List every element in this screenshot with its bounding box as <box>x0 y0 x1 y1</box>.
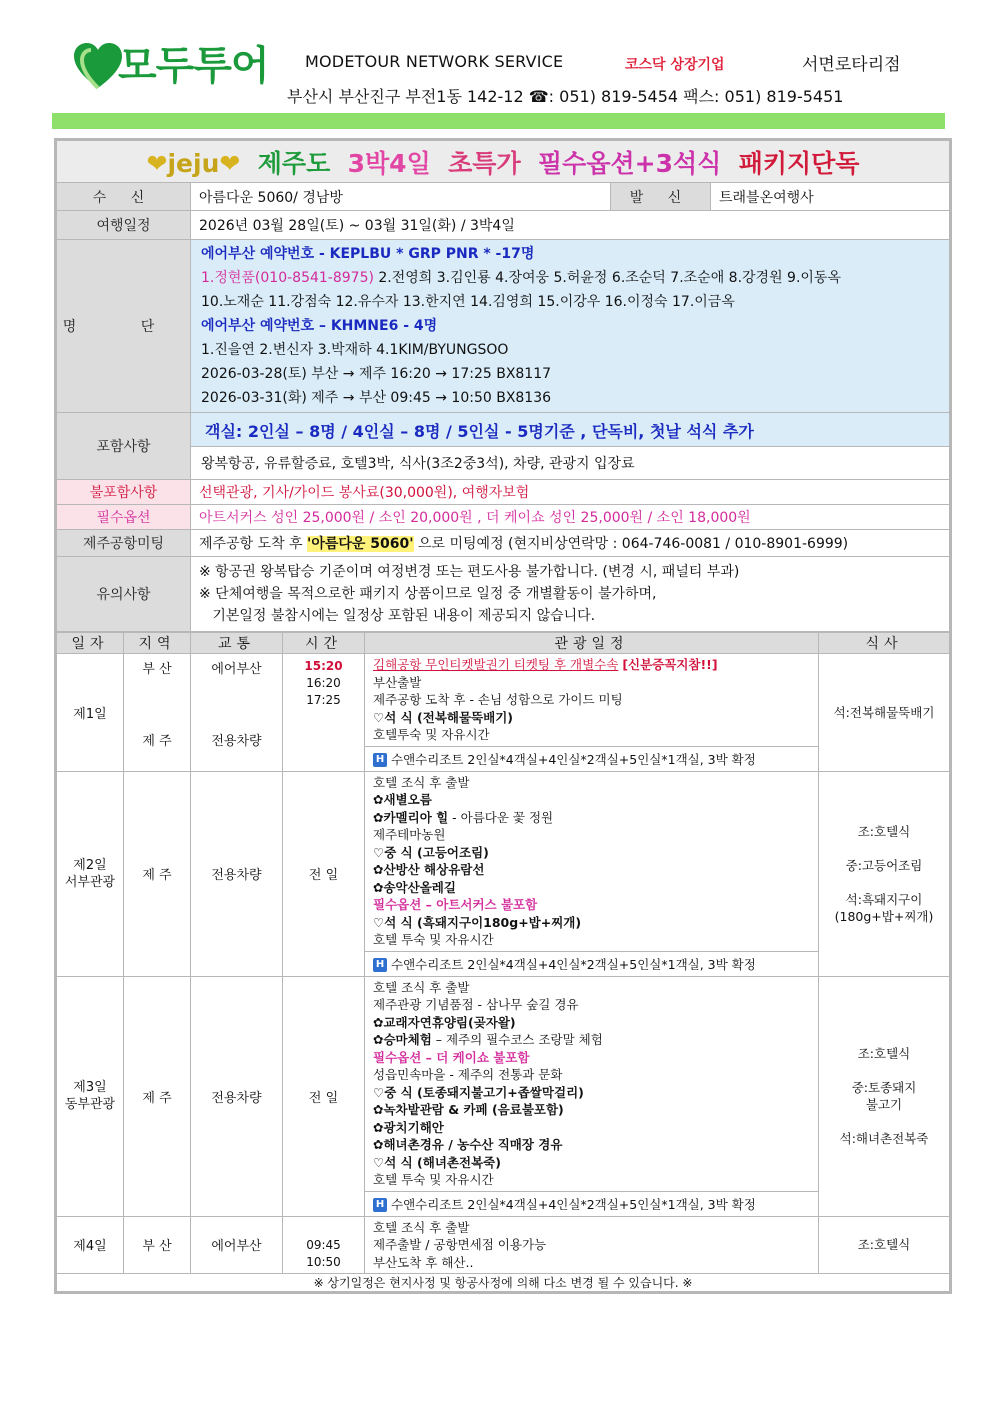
itinerary-line: ♡석 식 (전복해물뚝배기) <box>373 709 514 725</box>
col-transport: 교통 <box>191 633 283 654</box>
itinerary-line: ♡석 식 (해녀촌전복죽) <box>373 1154 501 1170</box>
reservation-2-header: 에어부산 예약번호 – KHMNE6 - 4명 <box>201 318 438 334</box>
region-text: 제 주 <box>142 734 172 749</box>
hotel-text: 수앤수리조트 2인실*4객실+4인실*2객실+5인실*1객실, 3박 확정 <box>391 1196 756 1212</box>
title-jejudo: 제주도 <box>257 148 331 178</box>
itinerary-line: 호텔 조식 후 출발 <box>373 1219 470 1235</box>
transport-text: 에어부산 <box>211 662 262 677</box>
included-row <box>57 413 950 480</box>
options-label: 필수옵션 <box>57 505 191 530</box>
itinerary-line: 제주테마농원 <box>373 827 446 842</box>
meal-text: 석:흑돼지구이 <box>845 891 923 907</box>
notes-row <box>57 557 950 632</box>
title-package: 패키지단독 <box>738 148 860 178</box>
meal-text: 중:토종돼지 <box>851 1080 917 1095</box>
roster-label: 명 단 <box>57 240 191 413</box>
itinerary-line: 호텔투숙 및 자유시간 <box>373 727 490 742</box>
itinerary-line: ✿카멜리아 힐 - 아름다운 꽃 정원 <box>373 809 554 825</box>
note-line: ※ 단체여행을 목적으로한 패키지 상품이므로 일정 중 개별활동이 불가하며, <box>199 586 657 602</box>
included-rooms: 객실: 2인실 – 8명 / 4인실 – 8명 / 5인실 - 5명기준 , 단독비, 첫날 석식 추가 <box>191 413 949 447</box>
itinerary-line: ✿새별오름 <box>373 792 432 807</box>
kosdaq-badge: 코스닥 상장기업 <box>625 57 725 73</box>
recipient-value: 아름다운 5060/ 경남방 <box>191 183 611 211</box>
itinerary-line: 호텔 투숙 및 자유시간 <box>373 1172 494 1187</box>
time-text: 16:20 <box>306 676 341 690</box>
itinerary-line: 부산도착 후 해산.. <box>373 1254 474 1270</box>
note-line: ※ 항공권 왕복탑승 기준이며 여정변경 또는 편도사용 불가합니다. (변경 시, 패널티 부과) <box>199 564 740 580</box>
time-text: 15:20 <box>304 659 343 673</box>
col-itinerary: 관광일정 <box>365 633 819 654</box>
hotel-icon: H <box>373 958 387 972</box>
reservation-1-header: 에어부산 예약번호 - KEPLBU * GRP PNR * -17명 <box>201 246 535 262</box>
roster-line: 1.정현품(010-8541-8975) 2.전영희 3.김인룡 4.장여웅 5.허윤정 6.조순덕 7.조순애 8.강경원 9.이동옥 <box>201 270 841 286</box>
itinerary-line: 필수옵션 – 더 케이쇼 불포함 <box>373 1049 530 1065</box>
day-region: 제 주 <box>124 771 191 976</box>
included-label: 포함사항 <box>57 413 191 480</box>
day-label <box>57 976 124 1216</box>
checkin-instruction: 김해공항 무인티켓발권기 티켓팅 후 개별수속 <box>373 657 619 672</box>
itinerary-line <box>373 656 810 674</box>
itinerary-line: ✿녹차밭관람 & 카페 (음료불포함) <box>373 1102 564 1117</box>
itinerary-line: 호텔 투숙 및 자유시간 <box>373 932 494 947</box>
meeting-contact: 으로 미팅예정 (현지비상연락망 : 064-746-0081 / 010-8901-6999) <box>413 536 849 552</box>
address-line: 부산시 부산진구 부전1동 142-12 ☎: 051) 819-5454 팩스: 051) 819-5451 <box>287 87 844 106</box>
day-region: 제 주 <box>124 976 191 1216</box>
day-itinerary <box>365 976 819 1216</box>
itinerary-lines <box>365 977 818 1191</box>
day-meals <box>819 1216 950 1274</box>
day-theme: 서부관광 <box>64 874 116 890</box>
day-row <box>57 771 950 976</box>
info-table <box>56 140 950 632</box>
col-time: 시간 <box>283 633 365 654</box>
roster-line: 1.진을연 2.변신자 3.박재하 4.1KIM/BYUNGSOO <box>201 342 509 358</box>
day-meals <box>819 654 950 772</box>
day-time: 전 일 <box>283 976 365 1216</box>
itinerary-line: 제주공항 도착 후 - 손님 성함으로 가이드 미팅 <box>373 692 623 707</box>
day-number: 제2일 <box>73 857 107 873</box>
transport-text: 전용차량 <box>211 734 262 749</box>
dates-row <box>57 211 950 240</box>
meeting-group-name: '아름다운 5060' <box>307 536 414 552</box>
hotel-text: 수앤수리조트 2인실*4객실+4인실*2객실+5인실*1객실, 3박 확정 <box>391 751 756 767</box>
branch-name: 서면로타리점 <box>802 55 901 75</box>
day-time <box>283 654 365 772</box>
hotel-line <box>365 746 818 771</box>
itinerary-line: ✿승마체험 – 제주의 필수코스 조랑말 체험 <box>373 1032 603 1047</box>
day-row <box>57 976 950 1216</box>
itinerary-line: 제주출발 / 공항면세점 이용가능 <box>373 1237 547 1252</box>
meal-text: 석:해녀촌전복죽 <box>839 1131 929 1146</box>
header-divider-bar <box>52 113 945 129</box>
itinerary-line: ✿송악산올레길 <box>373 879 456 895</box>
itinerary-line: 필수옵션 – 아트서커스 불포함 <box>373 897 538 912</box>
excluded-label: 불포함사항 <box>57 480 191 505</box>
note-line: 기본일정 불참시에는 일정상 포함된 내용이 제공되지 않습니다. <box>199 608 596 624</box>
title-special: 초특가 <box>448 148 521 178</box>
title-jeju: jeju <box>167 148 220 178</box>
meeting-text: 제주공항 도착 후 <box>199 536 308 552</box>
flight-return: 2026-03-31(화) 제주 → 부산 09:45 → 10:50 BX8136 <box>201 390 552 406</box>
day-meals <box>819 976 950 1216</box>
col-region: 지역 <box>124 633 191 654</box>
col-meals: 식사 <box>819 633 950 654</box>
hotel-line <box>365 1191 818 1216</box>
meal-text: 조:호텔식 <box>857 1046 911 1061</box>
day-number: 제3일 <box>73 1080 107 1095</box>
meeting-value <box>191 530 950 557</box>
title-row <box>57 141 950 183</box>
roster-row <box>57 240 950 413</box>
hotel-icon: H <box>373 753 387 767</box>
meal-text: 조:호텔식 <box>857 823 911 839</box>
heart-icon: ❤ <box>219 148 241 178</box>
dates-label: 여행일정 <box>57 211 191 240</box>
day-label: 제4일 <box>57 1216 124 1274</box>
time-text: 10:50 <box>306 1255 341 1269</box>
itinerary-lines <box>365 772 818 951</box>
time-text: 09:45 <box>306 1238 341 1252</box>
document-title <box>57 141 950 183</box>
itinerary-line: ♡중 식 (토종돼지불고기+좁쌀막걸리) <box>373 1084 584 1100</box>
heart-icon: ❤ <box>146 148 168 178</box>
meal-text: 중:고등어조림 <box>845 857 923 873</box>
itinerary-line: 호텔 조식 후 출발 <box>373 979 470 995</box>
heart-logo-icon <box>72 40 124 92</box>
itinerary-lines <box>365 1217 818 1274</box>
itinerary-line: ✿산방산 해상유람선 <box>373 862 485 877</box>
recipient-row <box>57 183 950 211</box>
day-transport: 에어부산 <box>191 1216 283 1274</box>
meeting-row <box>57 530 950 557</box>
hotel-text: 수앤수리조트 2인실*4객실+4인실*2객실+5인실*1객실, 3박 확정 <box>391 956 756 972</box>
sender-value: 트래블온여행사 <box>711 183 950 211</box>
meal-text: 불고기 <box>865 1097 903 1112</box>
meeting-label: 제주공항미팅 <box>57 530 191 557</box>
itinerary-line: ♡중 식 (고등어조림) <box>373 844 489 860</box>
day-theme: 동부관광 <box>64 1097 116 1112</box>
roster-value <box>191 240 950 413</box>
day-region: 부 산 <box>124 1216 191 1274</box>
sender-label: 발 신 <box>611 183 711 211</box>
options-value: 아트서커스 성인 25,000원 / 소인 20,000원 , 더 케이쇼 성인 25,000원 / 소인 18,000원 <box>191 505 950 530</box>
day-row <box>57 1216 950 1274</box>
hotel-icon: H <box>373 1198 387 1212</box>
included-value <box>191 413 950 480</box>
options-row <box>57 505 950 530</box>
day-transport: 전용차량 <box>191 771 283 976</box>
notes-value <box>191 557 950 632</box>
itinerary-line: ✿해녀촌경유 / 농수산 직매장 경유 <box>373 1137 563 1152</box>
day-label <box>57 771 124 976</box>
title-options: 필수옵션+3석식 <box>538 148 722 178</box>
modetour-logo <box>72 38 272 98</box>
schedule-header-row <box>57 633 950 654</box>
logo-text: 모두투어 <box>118 43 269 89</box>
day-time: 전 일 <box>283 771 365 976</box>
day-transport: 전용차량 <box>191 976 283 1216</box>
itinerary-line: 부산출발 <box>373 674 422 690</box>
meal-text: (180g+밥+찌개) <box>834 908 934 924</box>
itinerary-line: ✿광치기해안 <box>373 1119 444 1135</box>
itinerary-document <box>54 138 952 1294</box>
col-day: 일자 <box>57 633 124 654</box>
itinerary-line: 성읍민속마을 - 제주의 전통과 문화 <box>373 1067 563 1082</box>
itinerary-line: 제주관광 기념품점 - 삼나무 숲길 경유 <box>373 997 579 1012</box>
day-itinerary <box>365 771 819 976</box>
time-text: 17:25 <box>306 693 341 707</box>
footnote-row <box>57 1274 950 1292</box>
day-label: 제1일 <box>57 654 124 772</box>
itinerary-line: 호텔 조식 후 출발 <box>373 774 470 790</box>
day-meals <box>819 771 950 976</box>
meal-text: 석:전복해물뚝배기 <box>833 704 935 720</box>
schedule-table <box>56 632 950 1292</box>
lead-passenger: 1.정현품(010-8541-8975) <box>201 270 374 286</box>
title-duration: 3박4일 <box>347 148 431 178</box>
network-service-text: MODETOUR NETWORK SERVICE <box>305 52 564 71</box>
itinerary-line: ♡석 식 (흑돼지구이180g+밥+찌개) <box>373 914 582 930</box>
notes-label: 유의사항 <box>57 557 191 632</box>
day-itinerary <box>365 1216 819 1274</box>
included-items: 왕복항공, 유류할증료, 호텔3박, 식사(3조2중3석), 차량, 관광지 입장료 <box>191 447 949 479</box>
footnote: ※ 상기일정은 현지사정 및 항공사정에 의해 다소 변경 될 수 있습니다. ※ <box>57 1274 950 1292</box>
recipient-label: 수 신 <box>57 183 191 211</box>
day-row <box>57 654 950 772</box>
day-itinerary <box>365 654 819 772</box>
roster-line: 10.노재순 11.강점숙 12.유수자 13.한지연 14.김영희 15.이강우 16.이정숙 17.이금옥 <box>201 294 735 310</box>
itinerary-lines <box>365 654 818 746</box>
letterhead <box>0 0 992 130</box>
excluded-value: 선택관광, 기사/가이드 봉사료(30,000원), 여행자보험 <box>191 480 950 505</box>
day-time <box>283 1216 365 1274</box>
excluded-row <box>57 480 950 505</box>
meal-text: 조:호텔식 <box>857 1237 911 1253</box>
day-region <box>124 654 191 772</box>
region-text: 부 산 <box>142 662 172 677</box>
flight-outbound: 2026-03-28(토) 부산 → 제주 16:20 → 17:25 BX8117 <box>201 366 552 382</box>
dates-value: 2026년 03월 28일(토) ~ 03월 31일(화) / 3박4일 <box>191 211 950 240</box>
id-reminder: [신분증꼭지참!!] <box>622 657 718 672</box>
day-transport <box>191 654 283 772</box>
itinerary-line: ✿교래자연휴양림(곶자왈) <box>373 1014 516 1030</box>
hotel-line <box>365 951 818 976</box>
